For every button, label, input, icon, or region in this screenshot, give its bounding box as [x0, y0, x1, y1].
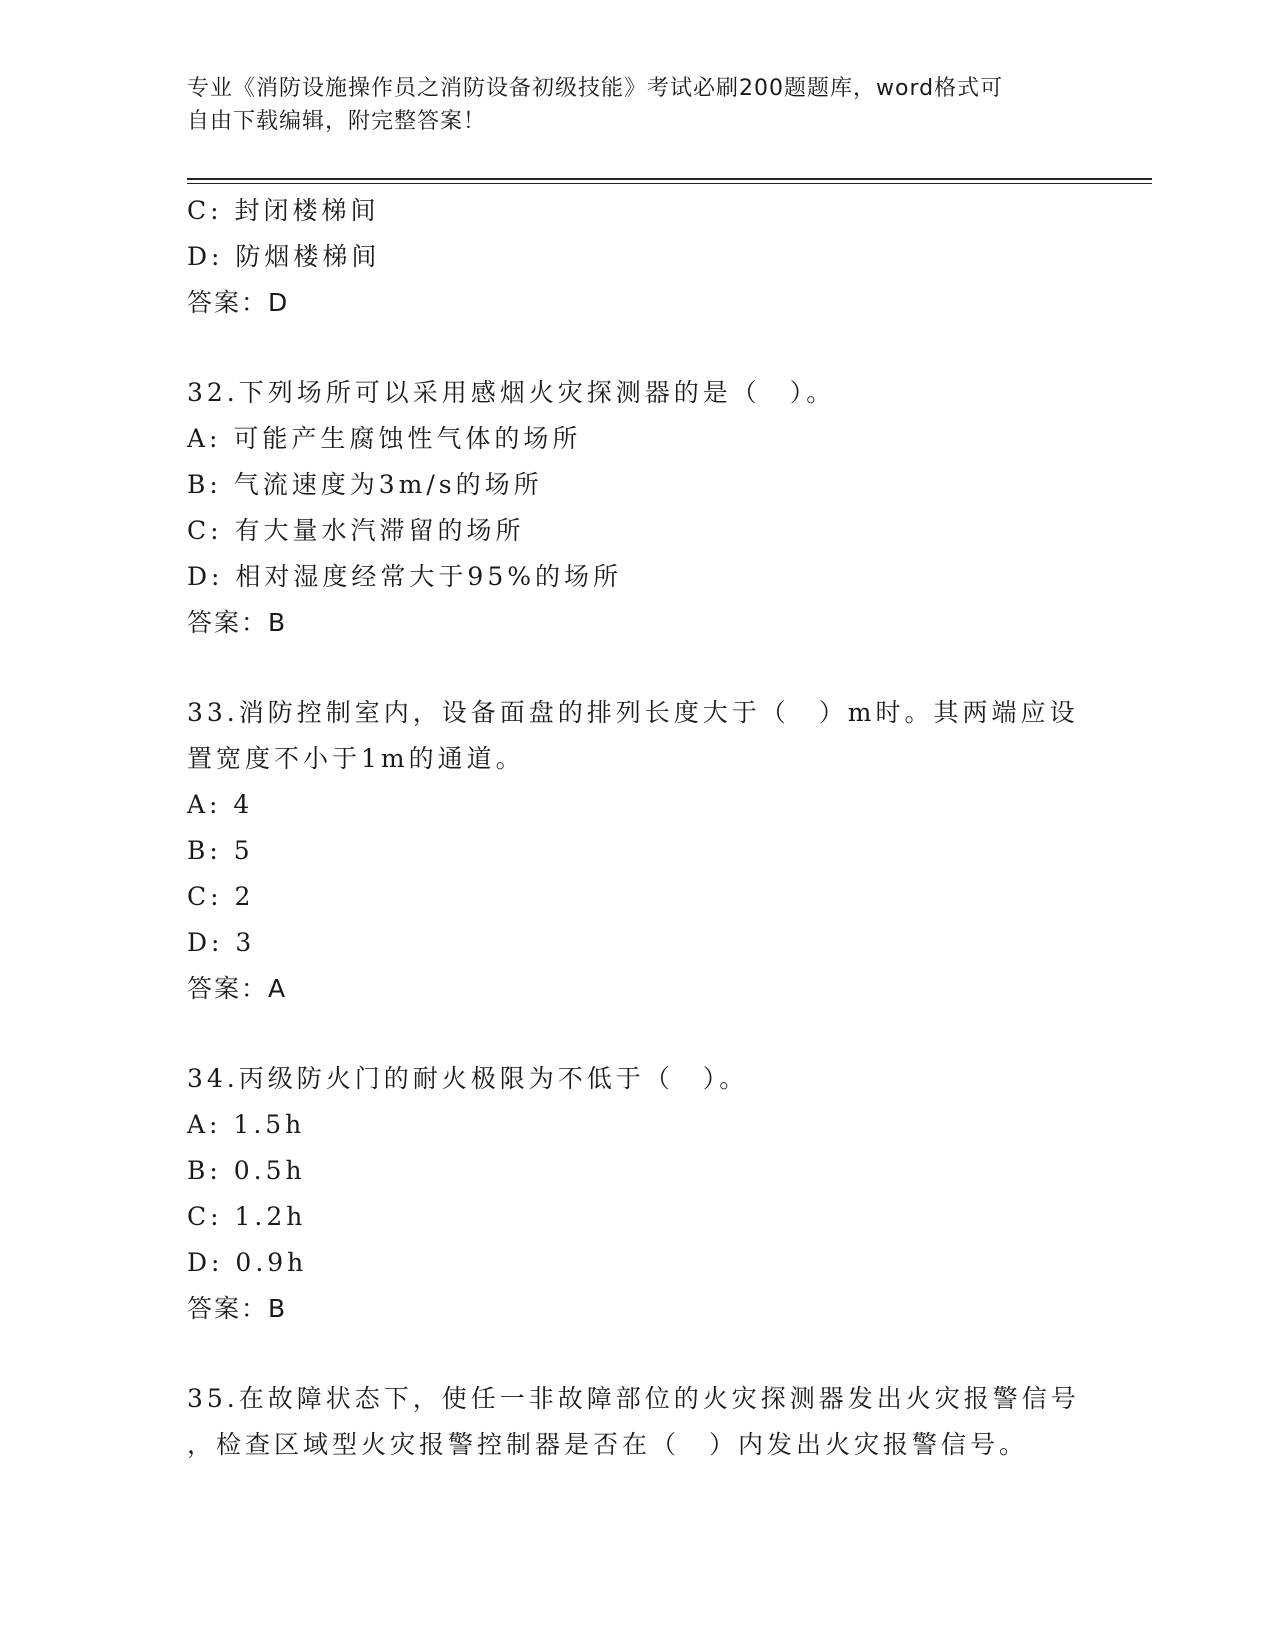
- answer-line: 答案：B: [187, 608, 288, 637]
- option-a: A: 4: [187, 790, 254, 819]
- option-c: C: 1.2h: [187, 1202, 307, 1231]
- answer-line: 答案：A: [187, 974, 288, 1003]
- option-c: C: 封闭楼梯间: [187, 196, 380, 225]
- option-b: B: 气流速度为3m/s的场所: [187, 470, 543, 499]
- question-34: [187, 1056, 1087, 1332]
- answer-line: 答案：B: [187, 1294, 288, 1323]
- question-35: [187, 1376, 1087, 1468]
- question-text: 34.丙级防火门的耐火极限为不低于（ ）。: [187, 1064, 749, 1093]
- option-b: B: 0.5h: [187, 1156, 306, 1185]
- option-d: D: 相对湿度经常大于95%的场所: [187, 562, 622, 591]
- question-text-line-2: 置宽度不小于1m的通道。: [187, 744, 525, 773]
- carryover-block: [187, 188, 1087, 326]
- document-header: [187, 72, 1087, 138]
- answer-line: 答案：D: [187, 288, 290, 317]
- question-content: [187, 188, 1087, 1468]
- option-d: D: 3: [187, 928, 256, 957]
- option-d: D: 0.9h: [187, 1248, 308, 1277]
- option-c: C: 有大量水汽滞留的场所: [187, 516, 525, 545]
- option-c: C: 2: [187, 882, 255, 911]
- header-line-2: 自由下载编辑，附完整答案！: [187, 109, 487, 134]
- option-a: A: 可能产生腐蚀性气体的场所: [187, 424, 582, 453]
- header-line-1: 专业《消防设施操作员之消防设备初级技能》考试必刷200题题库，word格式可: [187, 76, 1004, 101]
- header-divider-thick: [187, 178, 1152, 180]
- header-divider-thin: [187, 183, 1152, 184]
- question-text: 32.下列场所可以采用感烟火灾探测器的是（ ）。: [187, 378, 836, 407]
- option-a: A: 1.5h: [187, 1110, 306, 1139]
- option-b: B: 5: [187, 836, 254, 865]
- option-d: D: 防烟楼梯间: [187, 242, 381, 271]
- question-text-line-2: ，检查区域型火灾报警控制器是否在（ ）内发出火灾报警信号。: [187, 1430, 1029, 1459]
- question-32: [187, 370, 1087, 646]
- question-text-line-1: 35.在故障状态下，使任一非故障部位的火灾探测器发出火灾报警信号: [187, 1384, 1080, 1413]
- question-33: [187, 690, 1087, 1012]
- question-text-line-1: 33.消防控制室内，设备面盘的排列长度大于（ ）m时。其两端应设: [187, 698, 1079, 727]
